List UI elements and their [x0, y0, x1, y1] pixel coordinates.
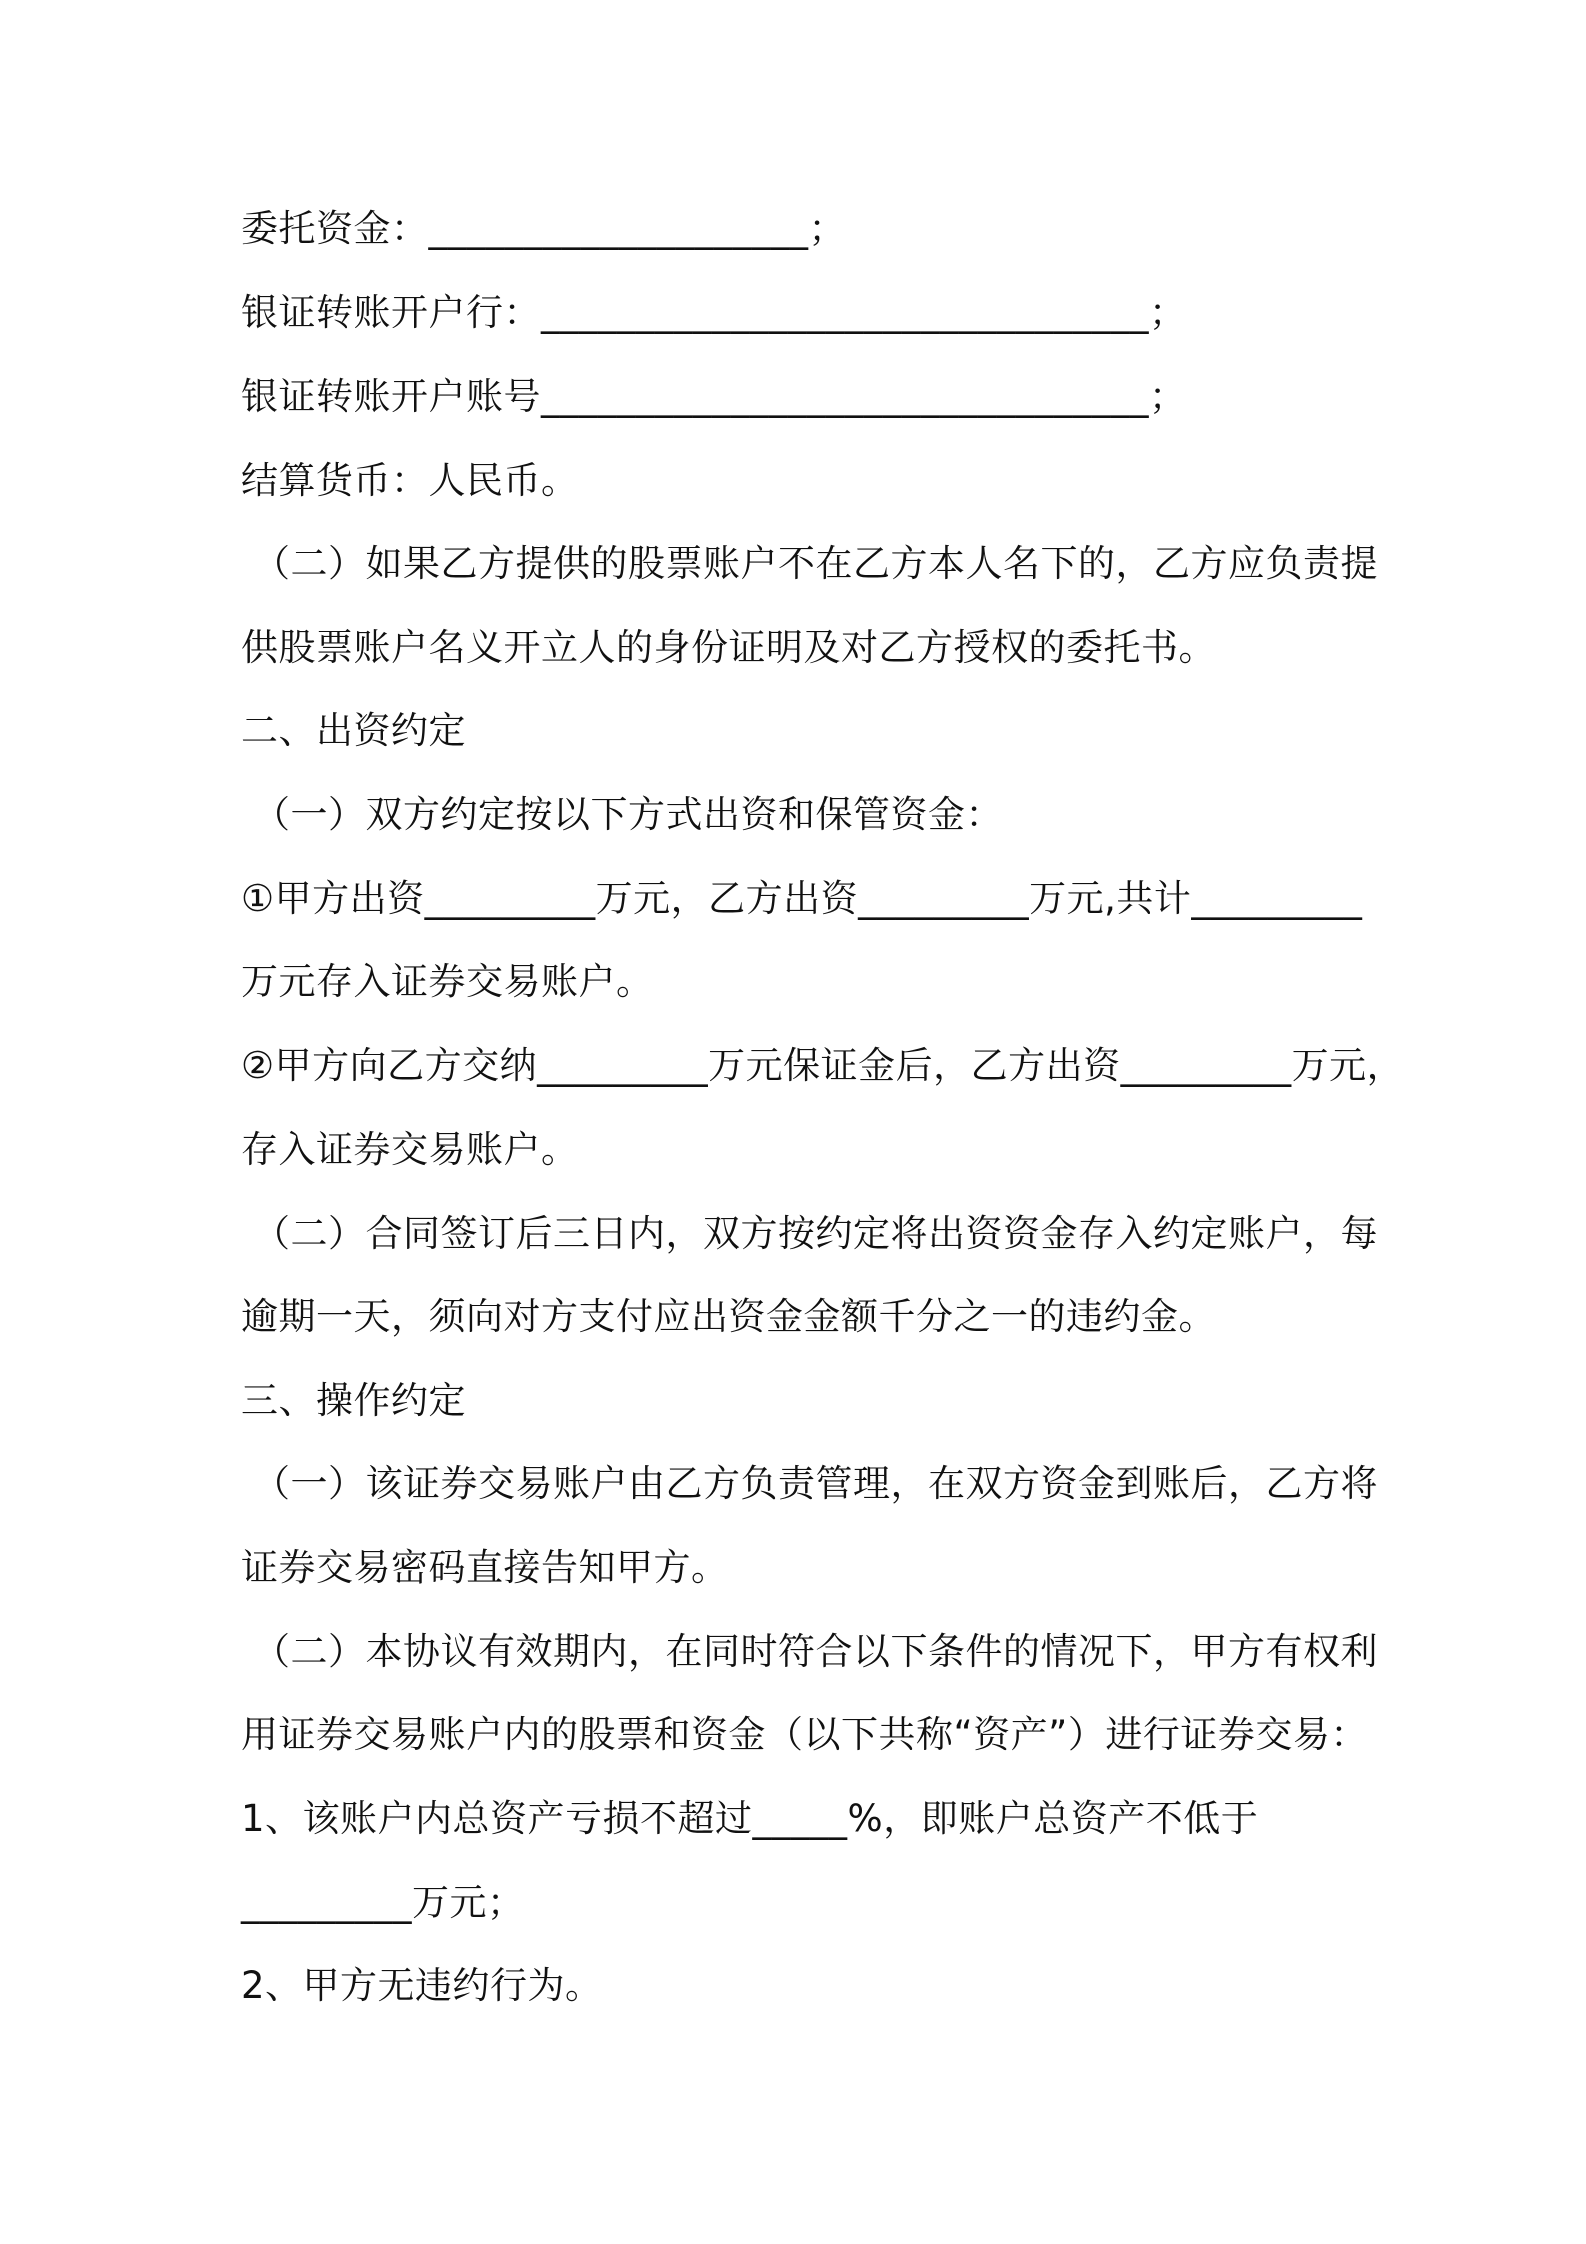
- section-heading-operation: 三、操作约定: [241, 1379, 466, 1422]
- bank-transfer-branch-line: 银证转账开户行：________________________________；: [241, 291, 1187, 334]
- clause-paragraph: 存入证券交易账户。: [241, 1128, 579, 1171]
- clause-paragraph: 用证券交易账户内的股票和资金（以下共称“资产”）进行证券交易：: [241, 1713, 1368, 1756]
- condition-item: 2、甲方无违约行为。: [241, 1964, 603, 2007]
- entrusted-funds-line: 委托资金：____________________；: [241, 207, 846, 250]
- clause-paragraph: 供股票账户名义开立人的身份证明及对乙方授权的委托书。: [241, 626, 1216, 669]
- clause-paragraph: （二）本协议有效期内，在同时符合以下条件的情况下，甲方有权利: [253, 1630, 1378, 1673]
- settlement-currency-line: 结算货币：人民币。: [241, 459, 579, 502]
- clause-paragraph: （一）双方约定按以下方式出资和保管资金：: [253, 793, 1003, 836]
- bank-transfer-account-line: 银证转账开户账号________________________________；: [241, 375, 1187, 418]
- clause-paragraph: ①甲方出资_________万元，乙方出资_________万元,共计_________: [241, 877, 1363, 920]
- condition-item: _________万元；: [241, 1881, 525, 1924]
- condition-item: 1、该账户内总资产亏损不超过_____%，即账户总资产不低于: [241, 1797, 1259, 1840]
- clause-paragraph: ②甲方向乙方交纳_________万元保证金后，乙方出资_________万元，: [241, 1044, 1405, 1087]
- clause-paragraph: （二）合同签订后三日内，双方按约定将出资资金存入约定账户，每: [253, 1212, 1378, 1255]
- clause-paragraph: 证券交易密码直接告知甲方。: [241, 1546, 729, 1589]
- clause-paragraph: 万元存入证券交易账户。: [241, 960, 654, 1003]
- section-heading-contribution: 二、出资约定: [241, 709, 466, 752]
- clause-paragraph: （一）该证券交易账户由乙方负责管理，在双方资金到账后，乙方将: [253, 1462, 1378, 1505]
- clause-paragraph: （二）如果乙方提供的股票账户不在乙方本人名下的，乙方应负责提: [253, 542, 1378, 585]
- clause-paragraph: 逾期一天，须向对方支付应出资金金额千分之一的违约金。: [241, 1295, 1216, 1338]
